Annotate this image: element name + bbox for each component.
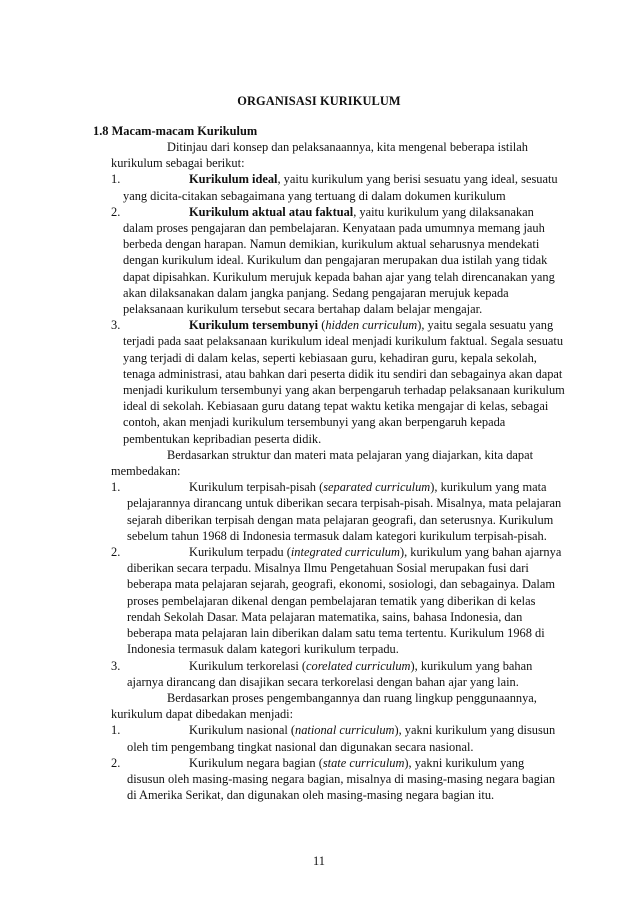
list-item-text xyxy=(127,544,565,657)
term-plain: Kurikulum terpisah-pisah ( xyxy=(189,480,324,495)
list-number: 1. xyxy=(111,480,121,495)
list-item xyxy=(111,658,565,690)
document-body xyxy=(93,139,565,803)
list-item xyxy=(111,544,565,657)
intro-paragraph-3: Berdasarkan proses pengembangannya dan ruang lingkup penggunaannya, kurikulum dapat dibedakan menjadi: xyxy=(111,690,537,722)
intro-paragraph: Ditinjau dari konsep dan pelaksanaannya, kita mengenal beberapa istilah kurikulum sebagai berikut: xyxy=(111,140,528,171)
term-italic: state curriculum xyxy=(322,755,405,770)
term-rest: ), yakni kurikulum yang disusun oleh tim pengembang tingkat nasional dan digunakan secara nasional. xyxy=(127,723,556,754)
intro-paragraph-2: Berdasarkan struktur dan materi mata pelajaran yang diajarkan, kita dapat membedakan: xyxy=(111,447,534,479)
list-item-text xyxy=(127,658,565,690)
list-item xyxy=(111,722,565,754)
term-italic: integrated curriculum xyxy=(290,545,400,560)
term-plain: Kurikulum nasional ( xyxy=(189,723,295,738)
document-title: ORGANISASI KURIKULUM xyxy=(237,94,401,108)
term-plain: Kurikulum negara bagian ( xyxy=(189,755,323,770)
term-rest: , yaitu kurikulum yang dilaksanakan dalam proses pengajaran dan pembelajaran. Kenyataan pada umumnya memang jauh berbeda dengan harapan. Namun demikian, kurikulum aktual seharusnya mendekati dengan kurikulum ideal. Kurikulum dan pengajaran merupakan dua istilah yang tidak dapat dipisahkan. Kurikulum merujuk kepada bahan ajar yang telah direncanakan yang akan dilaksanakan dalam jangka panjang. Sedang pengajaran merujuk kepada pelaksanaan kurikulum tersebut secara bertahap dalam belajar mengajar. xyxy=(123,204,555,317)
term-rest: ), yakni kurikulum yang disusun oleh masing-masing negara bagian, misalnya di masing-masing negara bagian di Amerika Serikat, dan digunakan oleh masing-masing negara bagian itu. xyxy=(127,755,556,803)
term-italic: national curriculum xyxy=(295,723,395,738)
term-bold: Kurikulum aktual atau faktual xyxy=(189,204,354,219)
list-number: 2. xyxy=(111,545,121,560)
list-number: 1. xyxy=(111,172,121,187)
section-heading: 1.8 Macam-macam Kurikulum xyxy=(93,124,258,138)
list-number: 1. xyxy=(111,723,121,738)
list-item xyxy=(111,755,565,804)
list-item xyxy=(111,171,565,203)
list-item-text xyxy=(127,755,565,804)
term-rest: , yaitu kurikulum yang berisi sesuatu yang ideal, sesuatu yang dicita-citakan sebagaimana yang tertuang di dalam dokumen kurikulum xyxy=(123,172,558,203)
list-number: 2. xyxy=(111,755,121,770)
list-item-text xyxy=(123,171,565,203)
list-number: 3. xyxy=(111,318,121,333)
page-number: 11 xyxy=(313,854,325,868)
list-item-text xyxy=(127,479,565,544)
list-item xyxy=(111,317,565,447)
term-rest: ), kurikulum yang mata pelajarannya dirancang untuk diberikan secara terpisah-pisah. Misalnya, mata pelajaran sejarah diberikan terpisah dengan mata pelajaran geografi, dan seterusnya. Kurikulum sebelum tahun 1968 di Indonesia termasuk dalam kategori kurikulum terpisah-pisah. xyxy=(127,480,562,543)
term-plain: Kurikulum terpadu ( xyxy=(189,545,291,560)
term-rest: ), kurikulum yang bahan ajarnya diberikan secara terpadu. Misalnya Ilmu Pengetahuan Sosial merupakan fusi dari beberapa mata pelajaran sejarah, geografi, ekonomi, sosiologi, dan sebagainya. Dalam proses pembelajaran dikenal dengan pembelajaran tematik yang diberikan di kelas rendah Sekolah Dasar. Mata pelajaran matematika, sains, bahasa Indonesia, dan beberapa mata pelajaran lain diberikan dalam satu tema tertentu. Kurikulum 1968 di Indonesia termasuk dalam kategori kurikulum terpadu. xyxy=(127,545,562,657)
list-number: 2. xyxy=(111,204,121,219)
list-item-text xyxy=(123,204,565,317)
term-italic: separated curriculum xyxy=(323,480,431,495)
list-item-text xyxy=(127,722,565,754)
term-bold: Kurikulum tersembunyi xyxy=(189,318,319,333)
term-bold: Kurikulum ideal xyxy=(189,172,278,187)
list-item xyxy=(111,479,565,544)
term-plain: Kurikulum terkorelasi ( xyxy=(189,658,306,673)
list-item-text: Kurikulum tersembunyi (hidden curriculum), yaitu segala sesuatu yang terjadi pada saat pelaksanaan kurikulum ideal menjadi kurikulum faktual. Segala sesuatu yang terjadi di dalam kelas, seperti kebiasaan guru, kehadiran guru, kepala sekolah, tenaga administrasi, atau bahkan dari peserta didik itu sendiri dan sebagainya akan dapat menjadi kurikulum tersembunyi yang akan berpengaruh terhadap pelaksanaan kurikulum ideal di sekolah. Kebiasaan guru datang tepat waktu ketika mengajar di kelas, sebagai contoh, akan menjadi kurikulum tersembunyi yang akan berpengaruh kepada pembentukan kepribadian peserta didik. xyxy=(123,318,565,446)
list-number: 3. xyxy=(111,658,121,673)
term-italic: corelated curriculum xyxy=(306,658,411,673)
term-rest: ), kurikulum yang bahan ajarnya dirancang dan disajikan secara terkorelasi dengan bahan ajar yang lain. xyxy=(127,658,533,689)
term-italic: hidden curriculum xyxy=(325,318,418,333)
term-rest: , yaitu segala sesuatu yang terjadi pada saat pelaksanaan kurikulum ideal menjadi kurikulum faktual. Segala sesuatu yang terjadi di dalam kelas, seperti kebiasaan guru, kehadiran guru, kepala sekolah, tenaga administrasi, atau bahkan dari peserta didik itu sendiri dan sebagainya akan dapat menjadi kurikulum tersembunyi yang akan berpengaruh terhadap pelaksanaan kurikulum ideal di sekolah. Kebiasaan guru datang tepat waktu ketika mengajar di kelas, sebagai contoh, akan menjadi kurikulum tersembunyi yang akan berpengaruh kepada pembentukan kepribadian peserta didik. xyxy=(123,318,565,446)
list-item xyxy=(111,204,565,317)
